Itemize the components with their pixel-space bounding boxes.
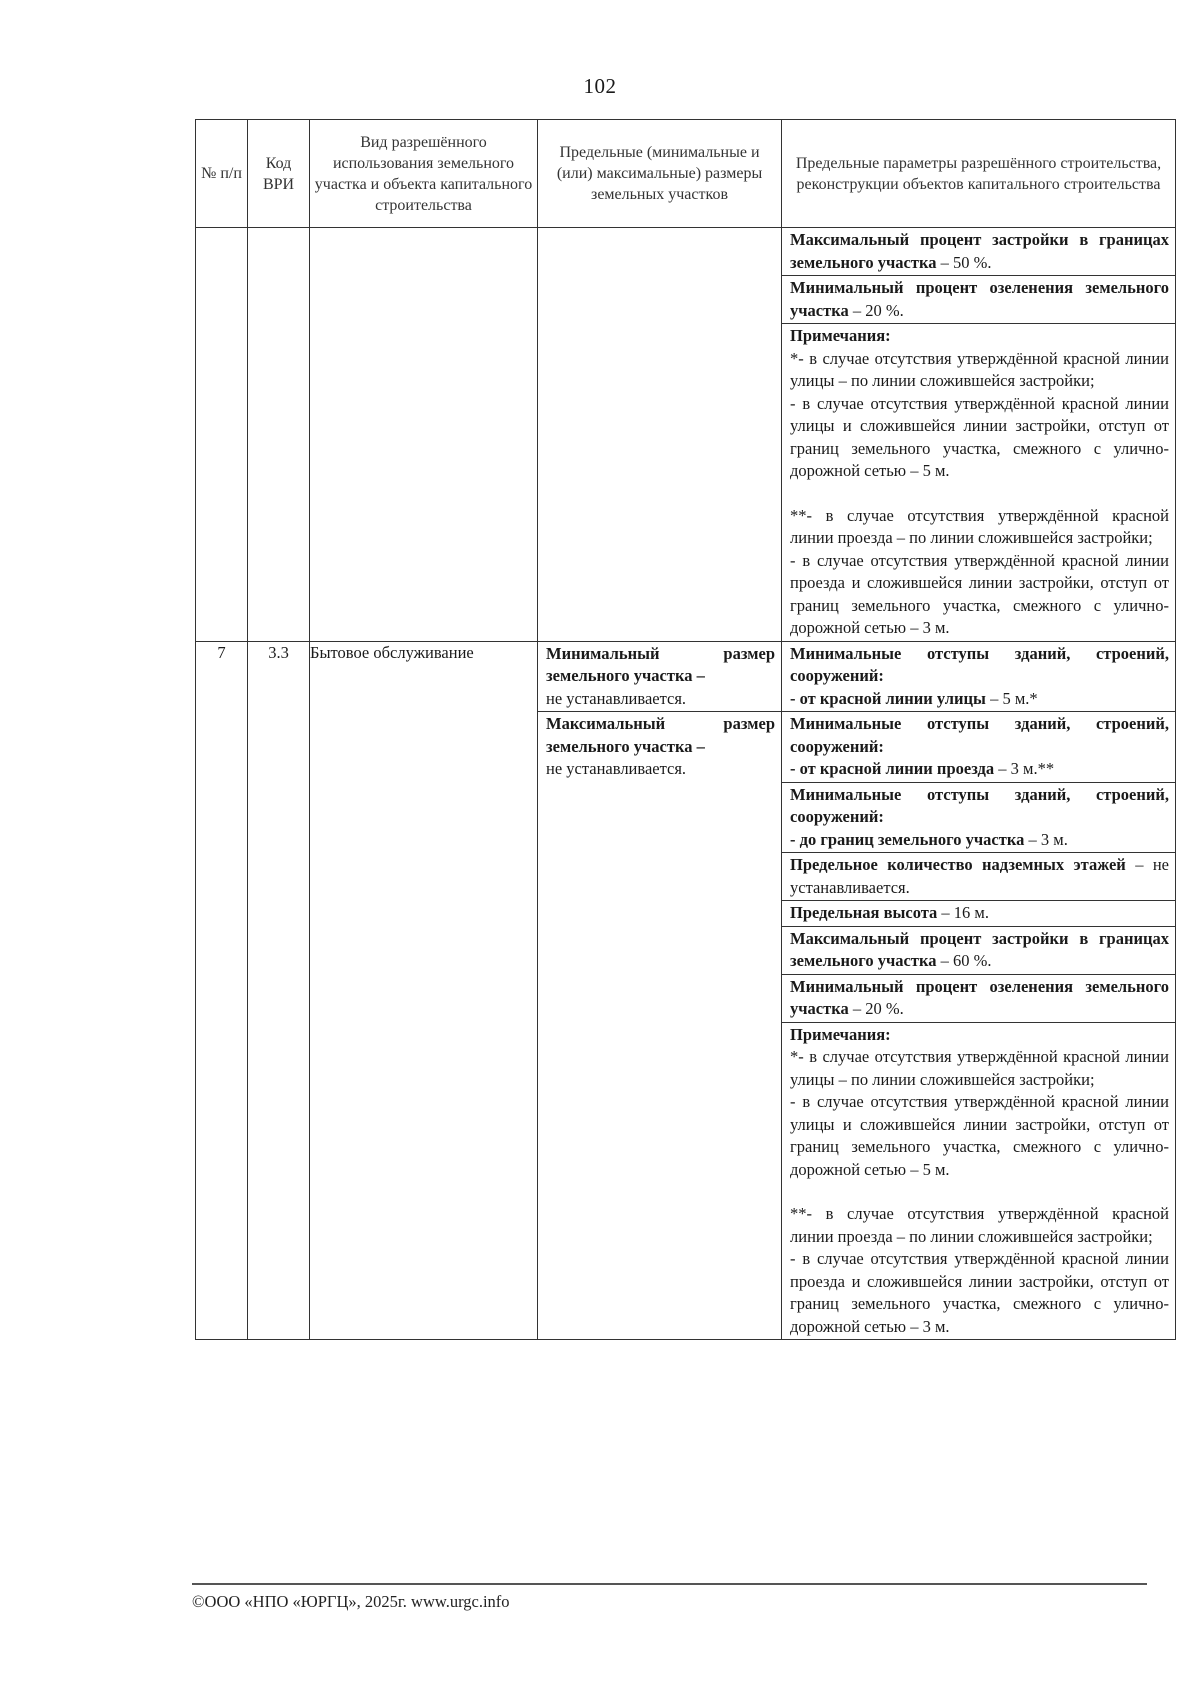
size-cell — [538, 641, 782, 1340]
note-item: **- в случае отсутствия утверждённой красной линии проезда – по линии сложившейся застройки; — [790, 1204, 1169, 1246]
params-cell — [782, 228, 1176, 642]
table-header-row — [196, 120, 1176, 228]
note-item: **- в случае отсутствия утверждённой красной линии проезда – по линии сложившейся застройки; — [790, 505, 1169, 547]
cell-empty-code — [248, 228, 310, 642]
regulations-table — [195, 119, 1176, 1340]
footer-divider — [192, 1583, 1147, 1585]
table-row-continuation — [196, 228, 1176, 642]
param-setback-plot: Минимальные отступы зданий, строений, сооружений: - до границ земельного участка – 3 м. — [782, 783, 1175, 854]
cell-empty-size — [538, 228, 782, 642]
param-setback-driveway: Минимальные отступы зданий, строений, сооружений: - от красной линии проезда – 3 м.** — [782, 712, 1175, 783]
note-item: - в случае отсутствия утверждённой красной линии улицы и сложившейся линии застройки, отступ от границ земельного участка, смежного с улично-дорожной сетью – 5 м. — [790, 1092, 1169, 1179]
header-params: Предельные параметры разрешённого строительства, реконструкции объектов капитального строительства — [782, 120, 1176, 228]
param-min-greenery-percent: Минимальный процент озеленения земельного участка – 20 %. — [782, 975, 1175, 1023]
notes-block — [782, 1023, 1175, 1340]
row-number: 7 — [196, 641, 248, 1340]
note-item: - в случае отсутствия утверждённой красной линии проезда и сложившейся линии застройки, отступ от границ земельного участка, смежного с улично-дорожной сетью – 3 м. — [790, 550, 1169, 637]
size-min: Минимальный размер земельного участка – не устанавливается. — [538, 642, 781, 713]
footer-copyright: ©ООО «НПО «ЮРГЦ», 2025г. www.urgc.info — [192, 1592, 510, 1611]
table-row-7 — [196, 641, 1176, 1340]
cell-empty-kind — [310, 228, 538, 642]
note-item: - в случае отсутствия утверждённой красной линии улицы и сложившейся линии застройки, отступ от границ земельного участка, смежного с улично-дорожной сетью – 5 м. — [790, 393, 1169, 480]
header-size: Предельные (минимальные и (или) максимальные) размеры земельных участков — [538, 120, 782, 228]
param-max-building-percent: Максимальный процент застройки в границах земельного участка – 60 %. — [782, 927, 1175, 975]
row-code: 3.3 — [248, 641, 310, 1340]
note-item: *- в случае отсутствия утверждённой красной линии улицы – по линии сложившейся застройки; — [790, 1047, 1169, 1089]
params-cell — [782, 641, 1176, 1340]
notes-title: Примечания: — [790, 1024, 891, 1044]
page-number: 102 — [583, 74, 617, 98]
header-kind: Вид разрешённого использования земельного участка и объекта капитального строительства — [310, 120, 538, 228]
notes-title: Примечания: — [790, 326, 891, 345]
param-max-building-percent: Максимальный процент застройки в границах земельного участка – 50 %. — [782, 228, 1175, 276]
header-code: Код ВРИ — [248, 120, 310, 228]
note-item: *- в случае отсутствия утверждённой красной линии улицы – по линии сложившейся застройки; — [790, 348, 1169, 390]
header-number: № п/п — [196, 120, 248, 228]
param-min-greenery-percent: Минимальный процент озеленения земельного участка – 20 %. — [782, 276, 1175, 324]
param-floors: Предельное количество надземных этажей – не устанавливается. — [782, 853, 1175, 901]
notes-block — [782, 324, 1175, 641]
cell-empty-num — [196, 228, 248, 642]
param-height: Предельная высота – 16 м. — [782, 901, 1175, 927]
size-max: Максимальный размер земельного участка – не устанавливается. — [546, 714, 775, 778]
note-item: - в случае отсутствия утверждённой красной линии проезда и сложившейся линии застройки, отступ от границ земельного участка, смежного с улично-дорожной сетью – 3 м. — [790, 1249, 1169, 1336]
row-kind: Бытовое обслуживание — [310, 641, 538, 1340]
param-setback-street: Минимальные отступы зданий, строений, сооружений: - от красной линии улицы – 5 м.* — [782, 642, 1175, 713]
